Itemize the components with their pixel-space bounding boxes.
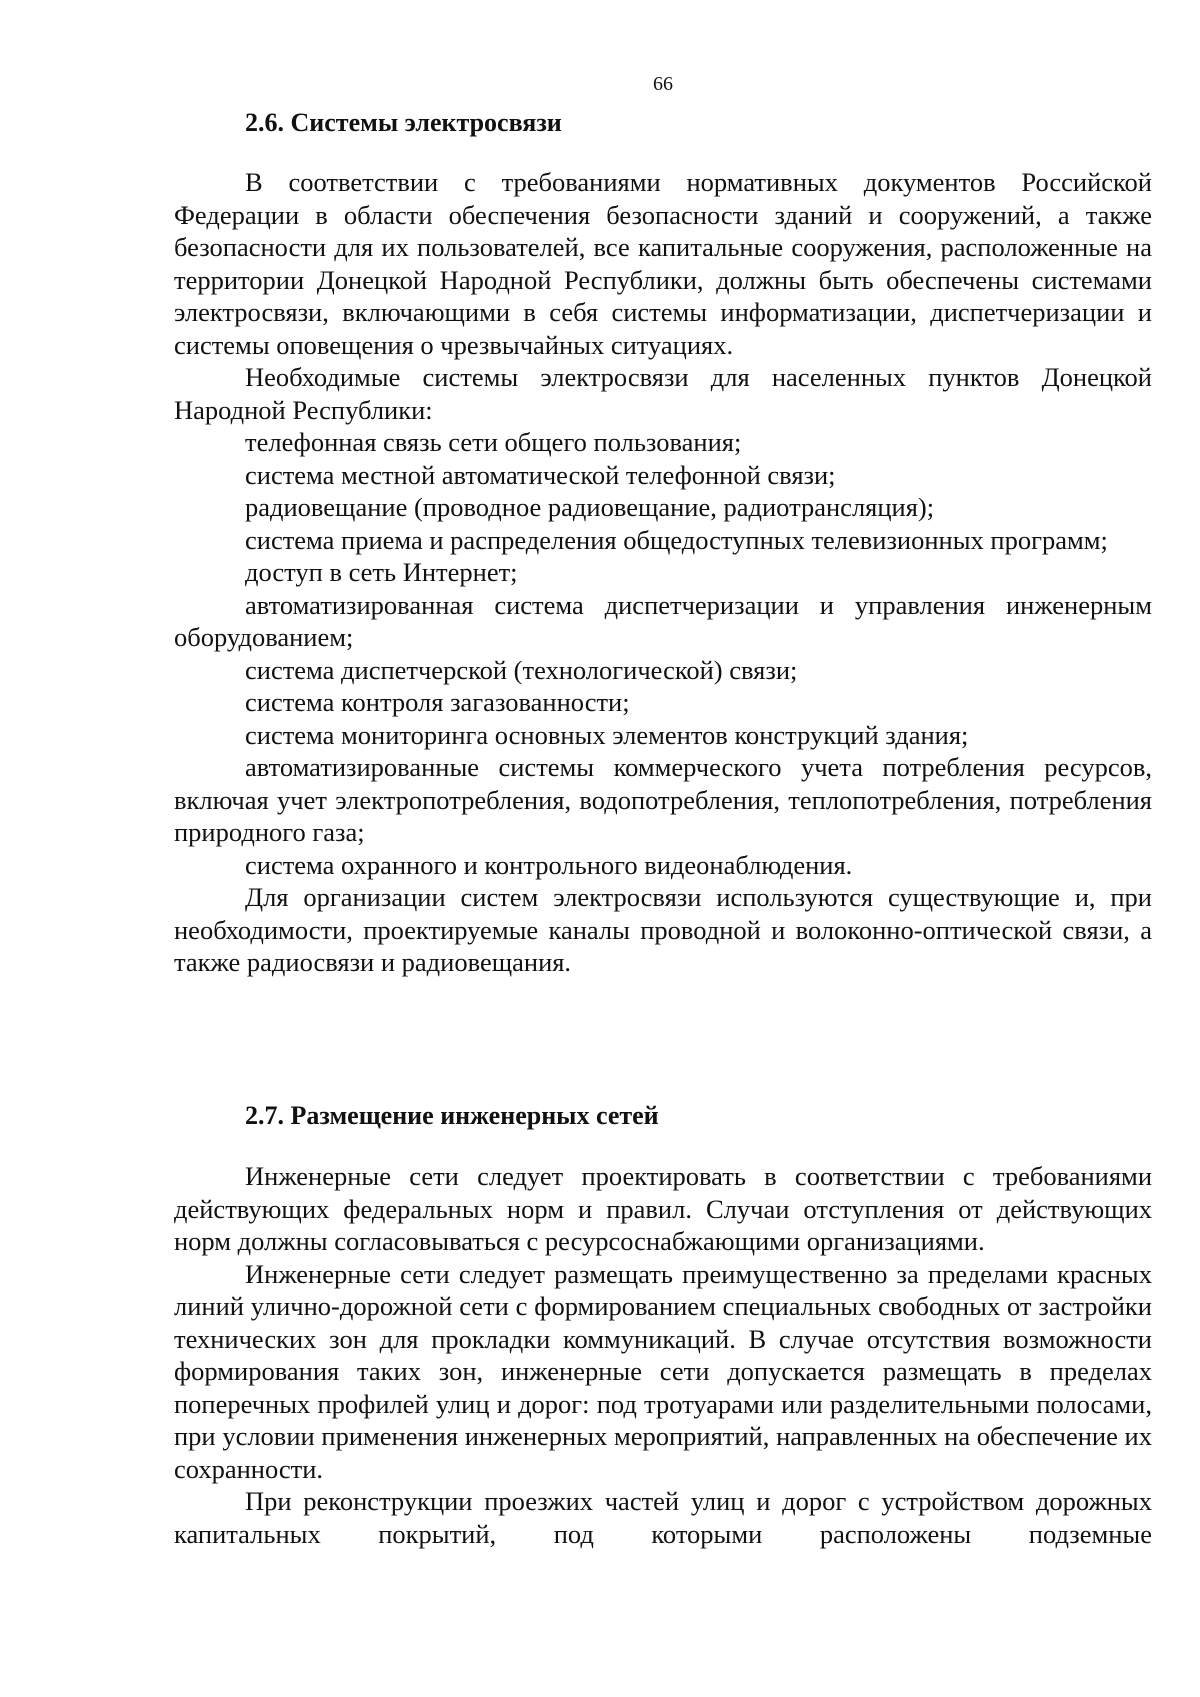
list-item: автоматизированные системы коммерческого учета потребления ресурсов, включая учет электропотребления, водопотребления, теплопотребления, потребления природного газа; <box>174 752 1152 847</box>
paragraph: В соответствии с требованиями нормативных документов Российской Федерации в области обеспечения безопасности зданий и сооружений, а также безопасности для их пользователей, все капитальные сооружения, расположенные на территории Донецкой Народной Республики, должны быть обеспечены системами электросвязи, включающими в себя системы информатизации, диспетчеризации и системы оповещения о чрезвычайных ситуациях. <box>174 167 1152 360</box>
list-item: радиовещание (проводное радиовещание, радиотрансляция); <box>245 492 935 522</box>
paragraph: Необходимые системы электросвязи для населенных пунктов Донецкой Народной Республики: <box>174 362 1152 425</box>
page-number: 66 <box>653 73 673 95</box>
list-item: система приема и распределения общедоступных телевизионных программ; <box>245 524 1108 555</box>
list-item: система диспетчерской (технологической) связи; <box>245 654 798 685</box>
paragraph: При реконструкции проезжих частей улиц и дорог с устройством дорожных капитальных покрытий, под которыми расположены подземные <box>174 1486 1152 1549</box>
list-item: доступ в сеть Интернет; <box>245 557 518 587</box>
list-item: автоматизированная система диспетчеризации и управления инженерным оборудованием; <box>174 589 1152 652</box>
section-heading-2-7: 2.7. Размещение инженерных сетей <box>245 1101 659 1130</box>
section-2-7-body <box>174 1160 1152 1550</box>
section-2-6-body <box>174 166 1152 979</box>
list-item: система мониторинга основных элементов конструкций здания; <box>245 719 969 750</box>
list-item: система местной автоматической телефонной связи; <box>245 459 836 490</box>
section-heading-2-6: 2.6. Системы электросвязи <box>245 108 562 137</box>
paragraph: Для организации систем электросвязи используются существующие и, при необходимости, проектируемые каналы проводной и волоконно-оптической связи, а также радиосвязи и радиовещания. <box>174 882 1152 977</box>
list-item: телефонная связь сети общего пользования; <box>245 427 742 457</box>
list-item: система контроля загазованности; <box>245 687 630 717</box>
list-item: система охранного и контрольного видеонаблюдения. <box>245 849 853 880</box>
paragraph: Инженерные сети следует размещать преимущественно за пределами красных линий улично-дорожной сети с формированием специальных свободных от застройки технических зон для прокладки коммуникаций. В случае отсутствия возможности формирования таких зон, инженерные сети допускается размещать в пределах поперечных профилей улиц и дорог: под тротуарами или разделительными полосами, при условии применения инженерных мероприятий, направленных на обеспечение их сохранности. <box>174 1258 1152 1484</box>
paragraph: Инженерные сети следует проектировать в соответствии с требованиями действующих федеральных норм и правил. Случаи отступления от действующих норм должны согласовываться с ресурсоснабжающими организациями. <box>174 1161 1152 1256</box>
